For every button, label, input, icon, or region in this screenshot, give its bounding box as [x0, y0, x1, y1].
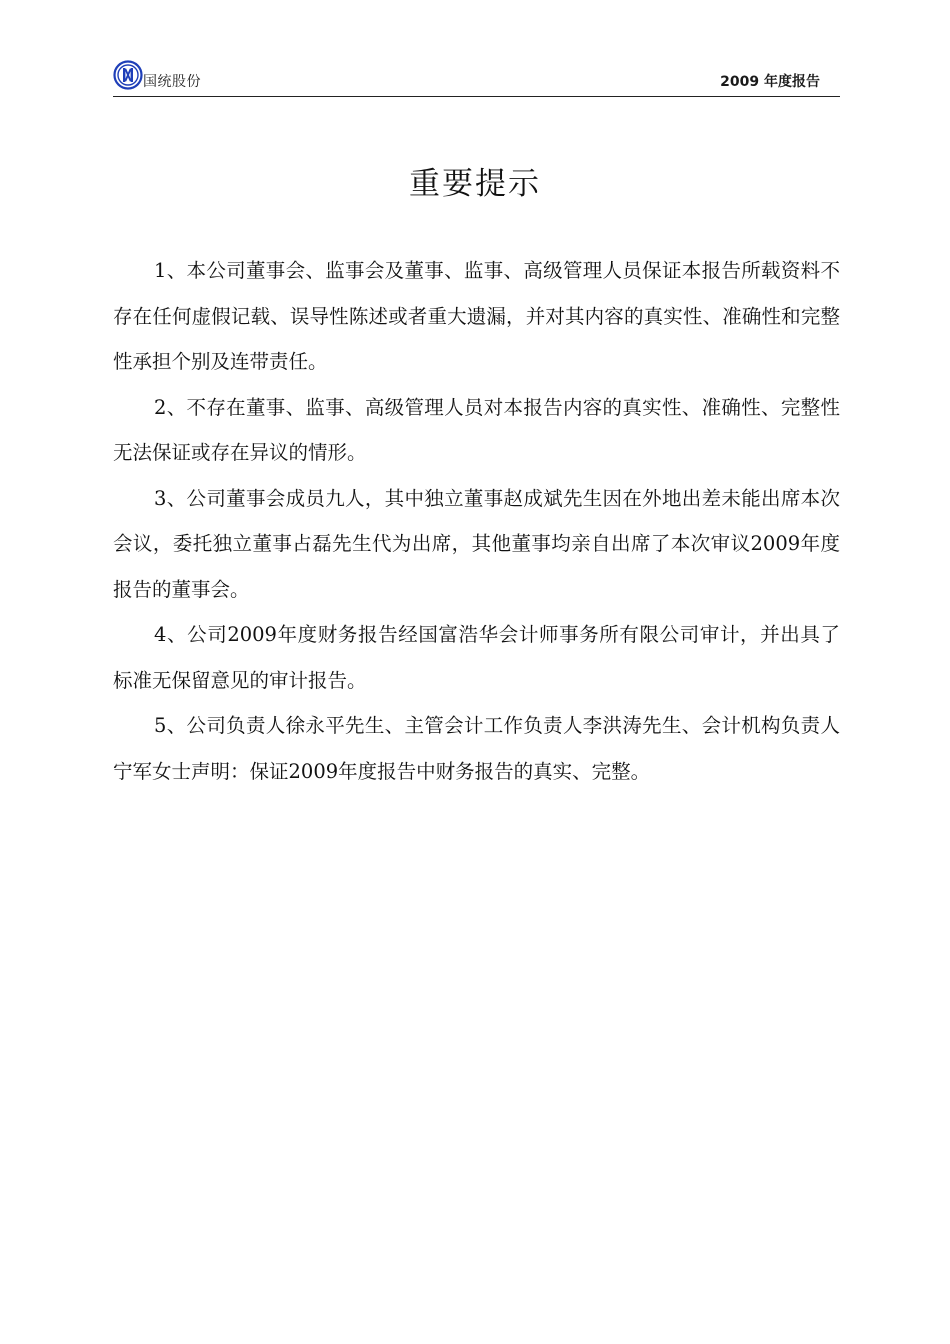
notice-paragraph-2: 2、不存在董事、监事、高级管理人员对本报告内容的真实性、准确性、完整性无法保证或存在异议的情形。 [113, 395, 840, 464]
notice-paragraph-3: 3、公司董事会成员九人，其中独立董事赵成斌先生因在外地出差未能出席本次会议，委托独立董事占磊先生代为出席，其他董事均亲自出席了本次审议2009年度报告的董事会。 [113, 486, 840, 601]
notice-paragraph-4: 4、公司2009年度财务报告经国富浩华会计师事务所有限公司审计，并出具了标准无保留意见的审计报告。 [113, 623, 840, 692]
notice-content [113, 248, 840, 794]
report-title: 2009 年度报告 [720, 74, 820, 90]
page-header [113, 58, 840, 97]
page-title: 重要提示 [409, 166, 541, 202]
company-name: 国统股份 [143, 74, 201, 90]
notice-paragraph-5: 5、公司负责人徐永平先生、主管会计工作负责人李洪涛先生、会计机构负责人宁军女士声明：保证2009年度报告中财务报告的真实、完整。 [113, 714, 840, 783]
notice-paragraph-1: 1、本公司董事会、监事会及董事、监事、高级管理人员保证本报告所载资料不存在任何虚假记载、误导性陈述或者重大遗漏，并对其内容的真实性、准确性和完整性承担个别及连带责任。 [113, 259, 840, 373]
company-logo-icon [113, 60, 143, 90]
